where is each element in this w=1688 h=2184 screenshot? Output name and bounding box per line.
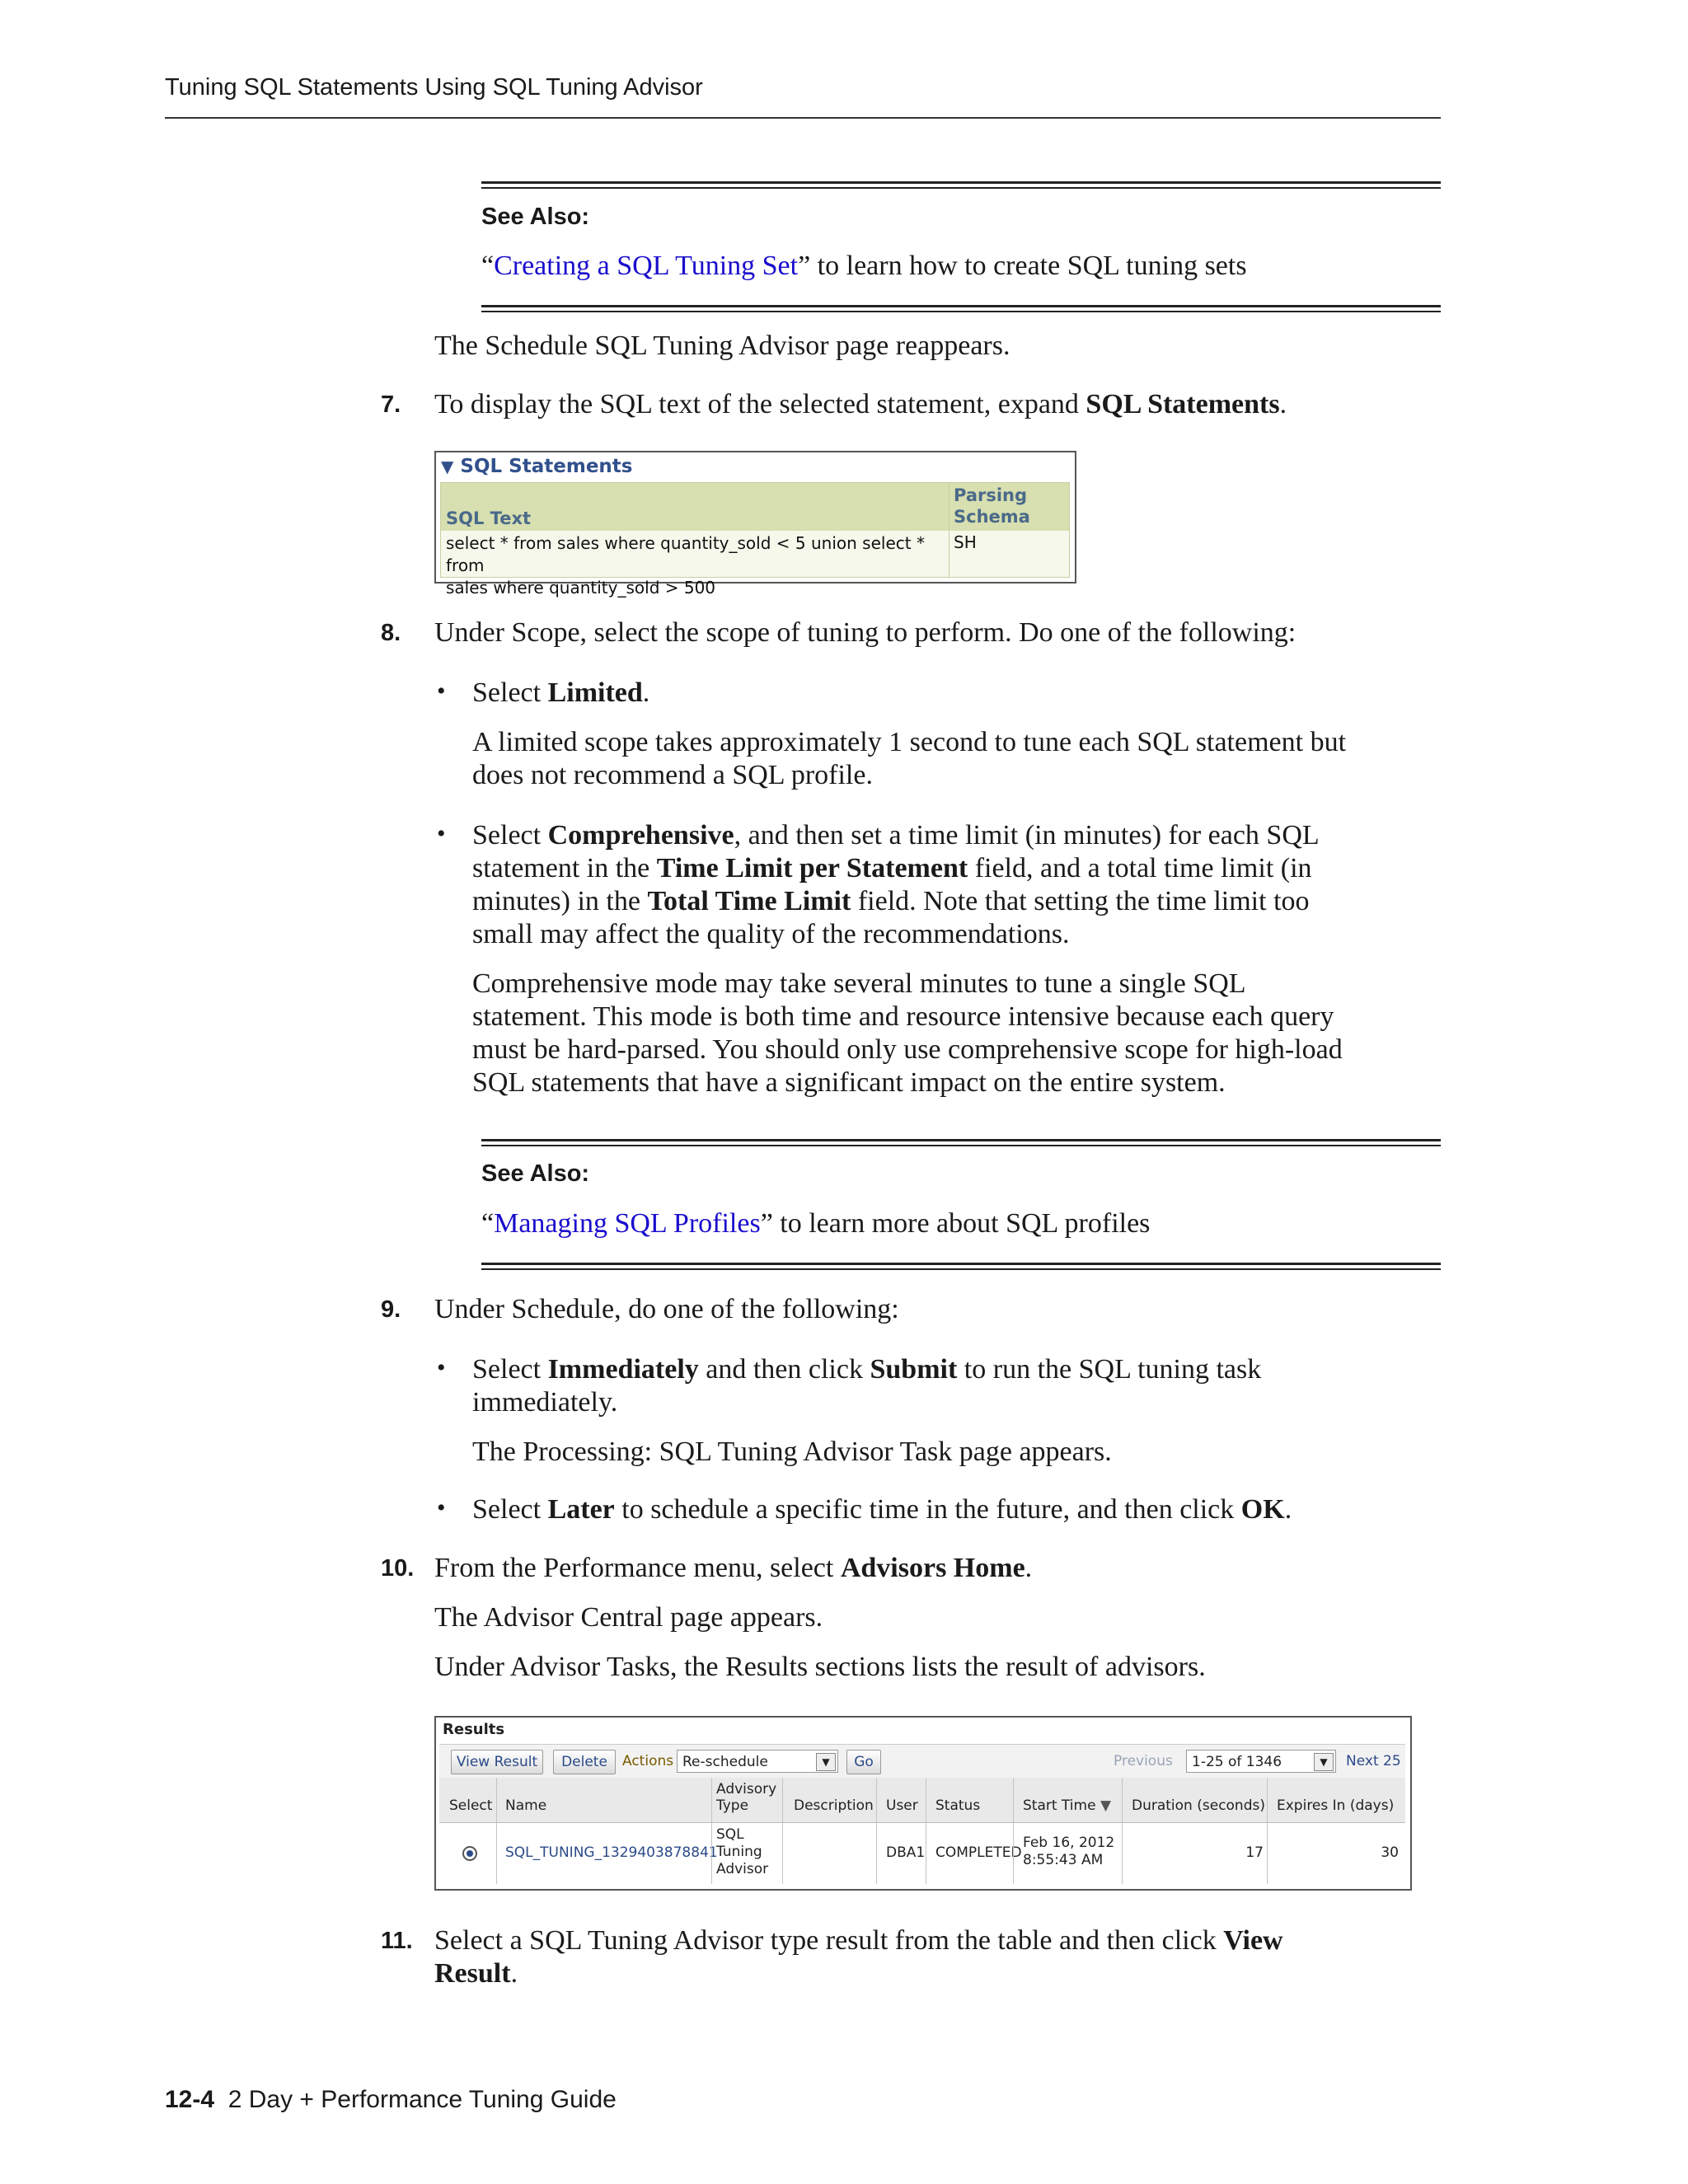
results-toolbar (439, 1744, 1405, 1779)
see-also-title: See Also: (481, 1160, 590, 1187)
actions-label: Actions (622, 1753, 674, 1769)
advisor-central-paragraph: The Advisor Central page appears. (434, 1602, 823, 1633)
expires-cell: 30 (1381, 1844, 1399, 1861)
sql-table-header (441, 483, 1069, 531)
status-cell: COMPLETED (935, 1844, 1022, 1861)
previous-link[interactable]: Previous (1114, 1753, 1173, 1769)
limited-scope-paragraph: A limited scope takes approximately 1 second to tune each SQL statement but does not recommend a SQL profile. (472, 727, 1347, 790)
see-also-bottom-rule (481, 1263, 1441, 1270)
bullet-icon: • (437, 1494, 446, 1521)
see-also-text: “Creating a SQL Tuning Set” to learn how to create SQL tuning sets (481, 251, 1247, 281)
see-also-text: “Managing SQL Profiles” to learn more about SQL profiles (481, 1208, 1151, 1239)
see-also-top-rule (481, 1139, 1441, 1146)
col-duration[interactable]: Duration (seconds) (1132, 1797, 1265, 1814)
page-footer (165, 2086, 617, 2114)
step-11-text: Select a SQL Tuning Advisor type result from the table and then click View Result. (434, 1925, 1283, 1989)
creating-sql-tuning-set-link[interactable]: Creating a SQL Tuning Set (494, 251, 799, 281)
sql-text-cell: select * from sales where quantity_sold < 5 union select * from sales where quantity_sold > 500 (446, 533, 925, 598)
col-name[interactable]: Name (505, 1797, 547, 1814)
col-start-time[interactable]: Start Time ▼ (1023, 1797, 1112, 1814)
step-10-text: From the Performance menu, select Advisors Home. (434, 1553, 1033, 1583)
col-sql-text: SQL Text (446, 509, 532, 528)
col-description[interactable]: Description (794, 1797, 874, 1814)
col-user[interactable]: User (886, 1797, 918, 1814)
bullet-icon: • (437, 677, 446, 705)
chevron-down-icon[interactable]: ▼ (1314, 1753, 1334, 1771)
managing-sql-profiles-link[interactable]: Managing SQL Profiles (494, 1208, 761, 1239)
next-link[interactable]: Next 25 (1346, 1753, 1401, 1769)
sort-descending-icon: ▼ (1100, 1797, 1112, 1814)
table-row (441, 531, 1069, 598)
see-also-top-rule (481, 181, 1441, 189)
duration-cell: 17 (1245, 1844, 1264, 1861)
results-table-header (439, 1778, 1405, 1823)
sql-statements-table (440, 482, 1070, 598)
col-status[interactable]: Status (935, 1797, 981, 1814)
start-time-cell: Feb 16, 2012 8:55:43 AM (1023, 1835, 1115, 1868)
step-9-text: Under Schedule, do one of the following: (434, 1294, 899, 1324)
results-panel (434, 1716, 1412, 1891)
advisor-tasks-paragraph: Under Advisor Tasks, the Results sections lists the result of advisors. (434, 1652, 1206, 1682)
see-also-title: See Also: (481, 204, 590, 230)
results-title: Results (443, 1721, 505, 1738)
col-parsing-schema: Parsing Schema (954, 485, 1030, 527)
see-also-bottom-rule (481, 305, 1441, 312)
triangle-down-icon[interactable]: ▼ (441, 457, 454, 476)
step-8-number: 8. (381, 620, 401, 646)
comprehensive-mode-paragraph: Comprehensive mode may take several minutes to tune a single SQL statement. This mode is both time and resource intensive because each query must be hard-parsed. You should only use comprehensive scope for high-load SQL statements that have a significant impact on the entire system. (472, 968, 1343, 1098)
step-7-text: To display the SQL text of the selected statement, expand SQL Statements. (434, 389, 1287, 419)
step-8-bullet-comprehensive: Select Comprehensive, and then set a time limit (in minutes) for each SQL statement in the Time Limit per Statement field, and a total time limit (in minutes) in the Total Time Limit field. Note that setting the time limit too small may affect the quality of the recommendations. (472, 820, 1320, 949)
col-select: Select (449, 1797, 493, 1814)
col-advisory-type[interactable]: Advisory Type (716, 1781, 777, 1814)
step-10-number: 10. (381, 1555, 415, 1582)
book-title: 2 Day + Performance Tuning Guide (227, 2086, 617, 2113)
view-result-button[interactable]: View Result (451, 1750, 543, 1774)
step-9-number: 9. (381, 1296, 401, 1323)
parsing-schema-cell: SH (954, 532, 977, 552)
go-button[interactable]: Go (846, 1750, 881, 1774)
processing-page-paragraph: The Processing: SQL Tuning Advisor Task page appears. (472, 1436, 1112, 1467)
advisory-type-cell: SQL Tuning Advisor (716, 1826, 769, 1877)
step-8-bullet-limited: Select Limited. (472, 677, 650, 708)
bullet-icon: • (437, 1354, 446, 1381)
page-range-select[interactable]: 1-25 of 1346 ▼ (1186, 1750, 1336, 1773)
step-7-number: 7. (381, 391, 401, 418)
step-9-bullet-immediately: Select Immediately and then click Submit to run the SQL tuning task immediately. (472, 1354, 1262, 1418)
header-rule (165, 117, 1441, 119)
step-9-bullet-later: Select Later to schedule a specific time in the future, and then click OK. (472, 1494, 1292, 1525)
sql-statements-header[interactable] (441, 456, 632, 477)
step-8-text: Under Scope, select the scope of tuning to perform. Do one of the following: (434, 617, 1296, 648)
actions-select[interactable]: Re-schedule ▼ (677, 1750, 838, 1773)
page-number: 12-4 (165, 2086, 215, 2113)
sql-statements-title: SQL Statements (460, 456, 633, 477)
bullet-icon: • (437, 820, 446, 847)
running-header: Tuning SQL Statements Using SQL Tuning Advisor (165, 74, 703, 101)
paragraph-reappears: The Schedule SQL Tuning Advisor page reappears. (434, 330, 1010, 361)
task-name-link[interactable]: SQL_TUNING_1329403878841 (505, 1844, 718, 1861)
col-expires[interactable]: Expires In (days) (1277, 1797, 1395, 1814)
row-select-radio[interactable] (462, 1846, 477, 1861)
delete-button[interactable]: Delete (553, 1750, 616, 1774)
chevron-down-icon[interactable]: ▼ (816, 1753, 836, 1771)
table-row[interactable] (439, 1823, 1405, 1884)
step-11-number: 11. (381, 1928, 413, 1954)
sql-statements-panel (434, 451, 1076, 598)
user-cell: DBA1 (886, 1844, 926, 1861)
